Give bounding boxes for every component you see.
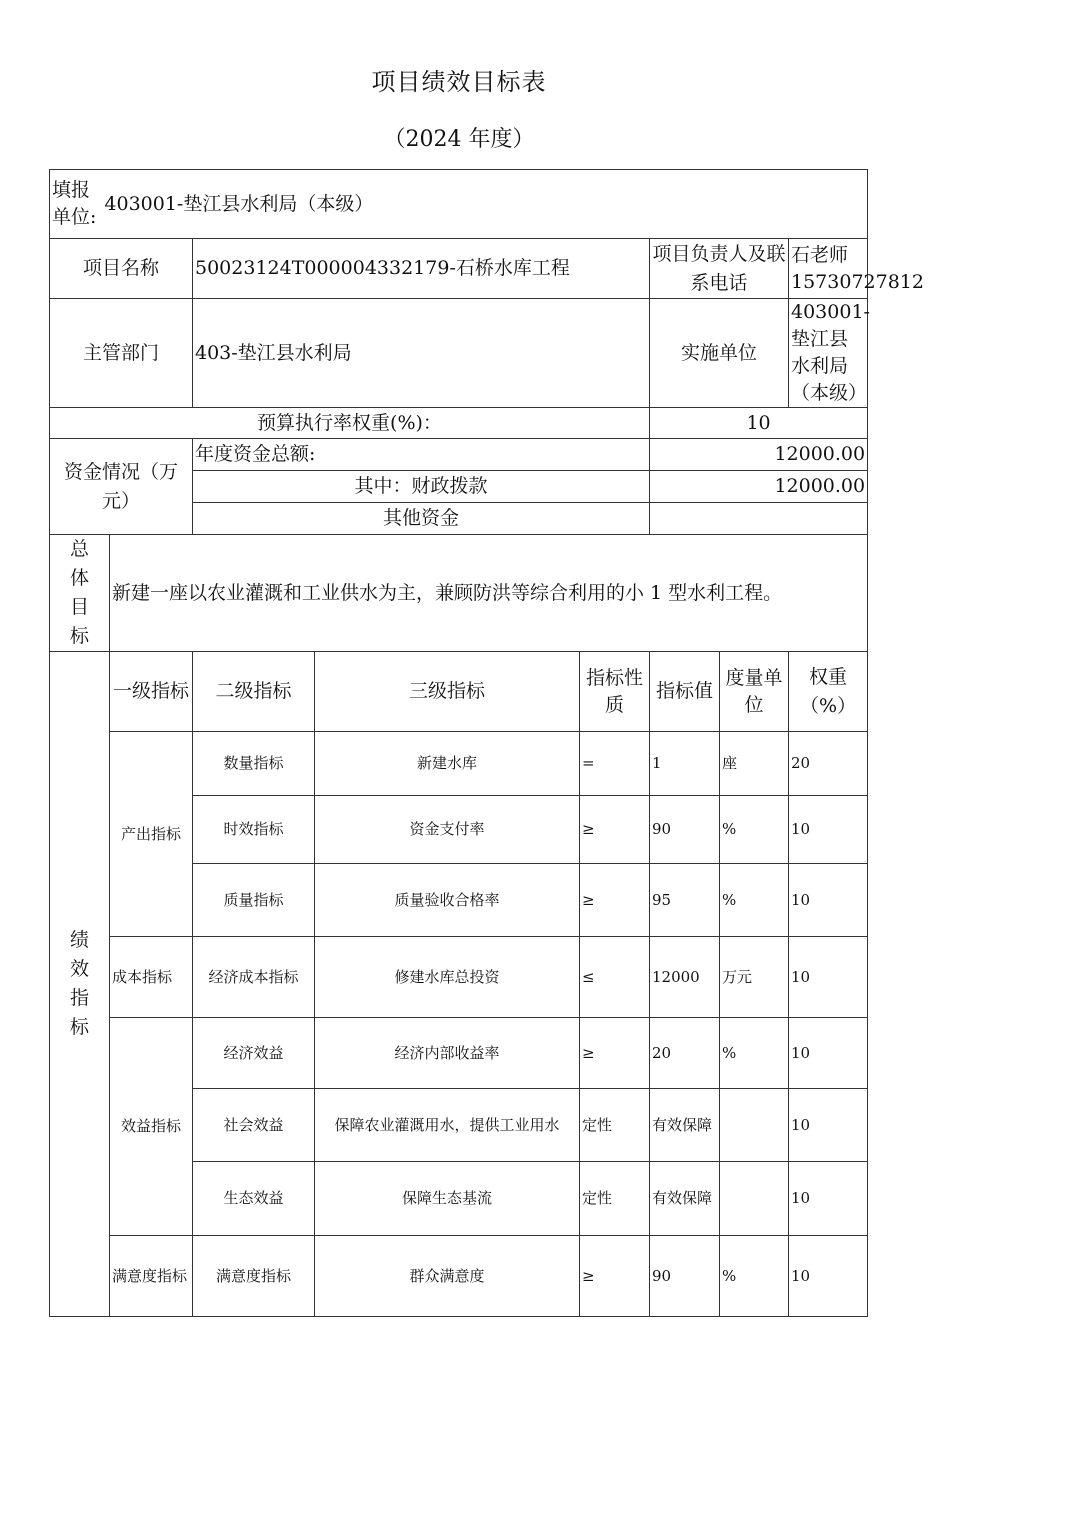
op-cell: ≥ xyxy=(580,796,650,864)
weight-cell: 10 xyxy=(789,1162,868,1236)
table-row xyxy=(50,1236,868,1317)
table-row xyxy=(50,1018,868,1089)
funds-total-value: 12000.00 xyxy=(650,439,868,471)
unit-cell: 万元 xyxy=(720,937,789,1018)
weight-cell: 20 xyxy=(789,732,868,796)
l2-cell: 时效指标 xyxy=(193,796,315,864)
funds-fiscal-label: 其中：财政拨款 xyxy=(193,471,650,503)
indicator-header-row xyxy=(50,652,868,732)
unit-cell xyxy=(50,170,868,239)
op-cell: ≥ xyxy=(580,1236,650,1317)
contact-label: 项目负责人及联系电话 xyxy=(650,239,789,299)
page-subtitle: （2024 年度） xyxy=(383,127,535,152)
l3-cell: 质量验收合格率 xyxy=(315,864,580,937)
weight-cell: 10 xyxy=(789,1236,868,1317)
l1-cell: 成本指标 xyxy=(110,937,193,1018)
l3-cell: 群众满意度 xyxy=(315,1236,580,1317)
performance-table xyxy=(49,169,924,1317)
value-cell: 95 xyxy=(650,864,720,937)
value-cell: 12000 xyxy=(650,937,720,1018)
impl-value: 403001-垫江县水利局（本级） xyxy=(789,299,868,408)
funds-total-row xyxy=(50,439,868,471)
l3-cell: 经济内部收益率 xyxy=(315,1018,580,1089)
value-cell: 有效保障 xyxy=(650,1162,720,1236)
col-header: 二级指标 xyxy=(193,652,315,732)
col-header: 三级指标 xyxy=(315,652,580,732)
goal-label: 总 体 目 标 xyxy=(50,535,110,652)
funds-label: 资金情况（万元） xyxy=(50,439,193,535)
contact-name: 石老师 xyxy=(791,243,849,266)
l2-cell: 满意度指标 xyxy=(193,1236,315,1317)
l1-cell: 效益指标 xyxy=(110,1018,193,1236)
unit-label: 填报 单位: xyxy=(52,179,97,228)
weight-cell: 10 xyxy=(789,1018,868,1089)
unit-value: 403001-垫江县水利局（本级） xyxy=(104,192,374,215)
value-cell: 1 xyxy=(650,732,720,796)
unit-row xyxy=(50,170,868,239)
unit-cell: % xyxy=(720,1236,789,1317)
funds-fiscal-value: 12000.00 xyxy=(650,471,868,503)
dept-row xyxy=(50,299,868,408)
col-header: 指标值 xyxy=(650,652,720,732)
l2-cell: 质量指标 xyxy=(193,864,315,937)
unit-cell: % xyxy=(720,796,789,864)
value-cell: 20 xyxy=(650,1018,720,1089)
l3-cell: 资金支付率 xyxy=(315,796,580,864)
col-header: 指标性质 xyxy=(580,652,650,732)
impl-label: 实施单位 xyxy=(650,299,789,408)
table-row xyxy=(50,732,868,796)
unit-cell xyxy=(720,1162,789,1236)
table-row xyxy=(50,937,868,1018)
budget-rate-value: 10 xyxy=(650,408,868,439)
op-cell: ≤ xyxy=(580,937,650,1018)
l2-cell: 经济效益 xyxy=(193,1018,315,1089)
op-cell: = xyxy=(580,732,650,796)
contact-phone: 15730727812 xyxy=(791,270,924,293)
weight-cell: 10 xyxy=(789,937,868,1018)
l2-cell: 数量指标 xyxy=(193,732,315,796)
project-name-label: 项目名称 xyxy=(50,239,193,299)
dept-label: 主管部门 xyxy=(50,299,193,408)
l2-cell: 社会效益 xyxy=(193,1089,315,1162)
dept-value: 403-垫江县水利局 xyxy=(193,299,650,408)
indicators-label: 绩 效 指 标 xyxy=(50,652,110,1317)
funds-other-value xyxy=(650,503,868,535)
project-name-value: 50023124T000004332179-石桥水库工程 xyxy=(193,239,650,299)
weight-cell: 10 xyxy=(789,1089,868,1162)
unit-cell xyxy=(720,1089,789,1162)
goal-text: 新建一座以农业灌溉和工业供水为主，兼顾防洪等综合利用的小 1 型水利工程。 xyxy=(110,535,868,652)
weight-cell: 10 xyxy=(789,864,868,937)
page-title: 项目绩效目标表 xyxy=(371,68,547,96)
value-cell: 90 xyxy=(650,796,720,864)
l3-cell: 保障生态基流 xyxy=(315,1162,580,1236)
weight-cell: 10 xyxy=(789,796,868,864)
l2-cell: 生态效益 xyxy=(193,1162,315,1236)
col-header: 度量单位 xyxy=(720,652,789,732)
funds-total-label: 年度资金总额: xyxy=(193,439,650,471)
budget-rate-label: 预算执行率权重(%)： xyxy=(50,408,650,439)
l1-cell: 满意度指标 xyxy=(110,1236,193,1317)
unit-cell: 座 xyxy=(720,732,789,796)
l3-cell: 保障农业灌溉用水，提供工业用水 xyxy=(315,1089,580,1162)
l1-cell: 产出指标 xyxy=(110,732,193,937)
unit-cell: % xyxy=(720,1018,789,1089)
op-cell: ≥ xyxy=(580,864,650,937)
project-name-row xyxy=(50,239,868,299)
col-header: 一级指标 xyxy=(110,652,193,732)
l3-cell: 新建水库 xyxy=(315,732,580,796)
unit-cell: % xyxy=(720,864,789,937)
l3-cell: 修建水库总投资 xyxy=(315,937,580,1018)
value-cell: 有效保障 xyxy=(650,1089,720,1162)
contact-cell xyxy=(789,239,924,299)
op-cell: ≥ xyxy=(580,1018,650,1089)
funds-other-label: 其他资金 xyxy=(193,503,650,535)
l2-cell: 经济成本指标 xyxy=(193,937,315,1018)
goal-row xyxy=(50,535,868,652)
budget-rate-row xyxy=(50,408,868,439)
op-cell: 定性 xyxy=(580,1162,650,1236)
col-header: 权重（%） xyxy=(789,652,868,732)
value-cell: 90 xyxy=(650,1236,720,1317)
op-cell: 定性 xyxy=(580,1089,650,1162)
